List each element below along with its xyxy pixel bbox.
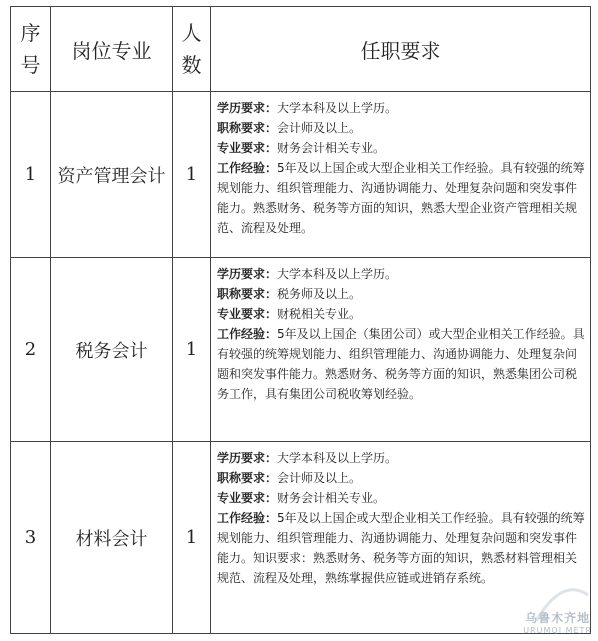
row-position: 材料会计 <box>51 442 173 634</box>
header-index <box>11 7 51 92</box>
row-requirements <box>211 92 591 258</box>
table-row <box>11 442 591 634</box>
req-education: 学历要求：大学本科及以上学历。 <box>217 267 398 281</box>
row-count: 1 <box>173 258 211 442</box>
header-index-char1: 序 <box>20 21 41 45</box>
req-major: 专业要求：财务会计相关专业。 <box>217 491 386 505</box>
req-experience: 工作经验：5年及以上国企或大型企业相关工作经验。具有较强的统筹规划能力、组织管理能力、沟通协调能力、处理复杂问题和突发事件能力。知识要求：熟悉财务、税务等方面的知识，熟悉材料管理相关规范、流程及处理，熟练掌握供应链或进销存系统。 <box>217 511 585 585</box>
header-count-char2: 数 <box>181 53 202 77</box>
watermark-cn: 乌鲁木齐地 <box>525 611 591 625</box>
req-title: 职称要求：会计师及以上。 <box>217 471 362 485</box>
recruitment-table <box>10 6 591 634</box>
row-index: 3 <box>11 442 51 634</box>
row-count: 1 <box>173 442 211 634</box>
header-count-char1: 人 <box>181 21 202 45</box>
req-education: 学历要求：大学本科及以上学历。 <box>217 451 398 465</box>
header-position: 岗位专业 <box>51 7 173 92</box>
req-major: 专业要求：财税相关专业。 <box>217 307 362 321</box>
row-index: 2 <box>11 258 51 442</box>
req-title: 职称要求：会计师及以上。 <box>217 121 362 135</box>
row-requirements <box>211 258 591 442</box>
table-header-row <box>11 7 591 92</box>
req-title: 职称要求：税务师及以上。 <box>217 287 362 301</box>
metro-logo-icon <box>532 585 592 625</box>
header-requirements: 任职要求 <box>211 7 591 92</box>
row-index: 1 <box>11 92 51 258</box>
row-count: 1 <box>173 92 211 258</box>
req-major: 专业要求：财务会计相关专业。 <box>217 141 386 155</box>
watermark-en: URUMQI METR <box>523 626 592 635</box>
req-experience: 工作经验：5年及以上国企（集团公司）或大型企业相关工作经验。具有较强的统筹规划能力、组织管理能力、沟通协调能力、处理复杂问题和突发事件能力。熟悉财务、税务等方面的知识，熟悉集团公司税务工作，具有集团公司税收筹划经验。 <box>217 327 585 401</box>
table-row <box>11 92 591 258</box>
table-row <box>11 258 591 442</box>
row-position: 资产管理会计 <box>51 92 173 258</box>
req-experience: 工作经验：5年及以上国企或大型企业相关工作经验。具有较强的统筹规划能力、组织管理能力、沟通协调能力、处理复杂问题和突发事件能力。熟悉财务、税务等方面的知识，熟悉大型企业资产管理相关规范、流程及处理。 <box>217 161 585 235</box>
header-count <box>173 7 211 92</box>
header-index-char2: 号 <box>20 53 41 77</box>
row-position: 税务会计 <box>51 258 173 442</box>
watermark-logo <box>523 609 592 635</box>
req-education: 学历要求：大学本科及以上学历。 <box>217 101 398 115</box>
